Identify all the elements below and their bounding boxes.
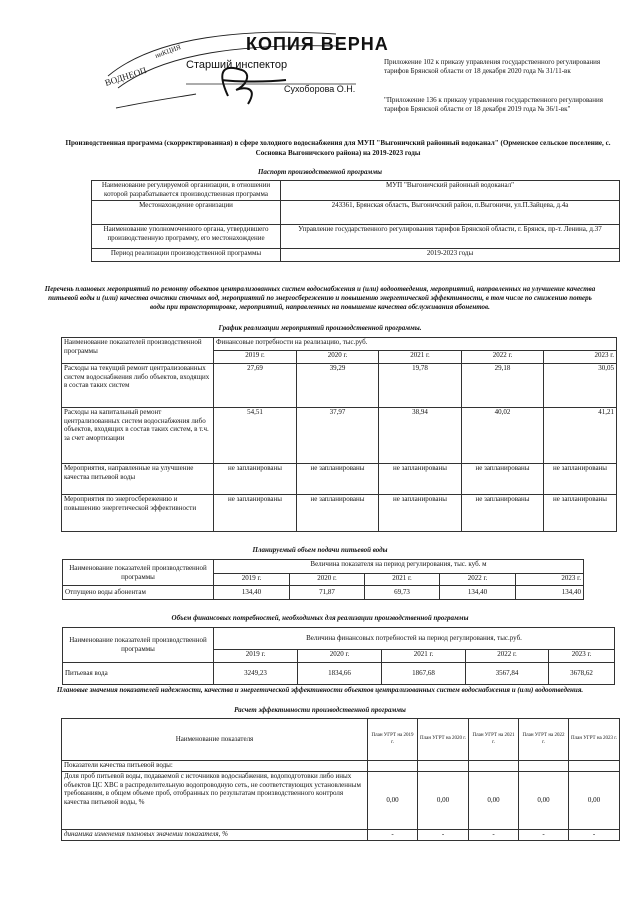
events-value: не запланированы bbox=[214, 495, 297, 532]
year-header: 2020 г. bbox=[297, 351, 379, 364]
finance-group-label: Величина финансовых потребностей на период регулирования, тыс.руб. bbox=[214, 628, 615, 650]
efficiency-row bbox=[62, 772, 620, 830]
efficiency-dynamics-value: - bbox=[368, 830, 418, 841]
supply-group-label: Величина показателя на период регулирования, тыс. куб. м bbox=[214, 560, 584, 574]
plan-col-header: План УГРТ на 2019 г. bbox=[368, 719, 418, 761]
passport-value: 2019-2023 годы bbox=[281, 249, 620, 262]
events-value: 38,94 bbox=[379, 408, 462, 464]
passport-row bbox=[92, 201, 620, 225]
document-title: Производственная программа (скорректированная) в сфере холодного водоснабжения для МУП "Выгоничский районный водоканал" (Орменское сельское поселение, с. Сосновка Выгоничского района) на 2019-2023 годы bbox=[65, 139, 611, 157]
finance-value: 3678,62 bbox=[549, 663, 615, 685]
plan-col-header: План УГРТ на 2021 г. bbox=[469, 719, 519, 761]
events-col-label: Наименование показателей производственной программы bbox=[62, 338, 214, 364]
copy-stamp bbox=[96, 30, 389, 110]
plan-col-header: План УГРТ на 2023 г. bbox=[569, 719, 620, 761]
efficiency-heading: Плановые значения показателей надежности, качества и энергетической эффективности объектов централизованных систем водоснабжения и (или) водоотведения. bbox=[56, 686, 584, 694]
events-row-label: Расходы на текущий ремонт централизованных систем водоснабжения либо объектов, входящих в состав таких систем bbox=[62, 364, 214, 408]
events-value: не запланированы bbox=[379, 495, 462, 532]
plan-col-header: План УГРТ на 2022 г. bbox=[519, 719, 569, 761]
stamp-position: Старший инспектор bbox=[186, 59, 288, 71]
finance-heading: Объем финансовых потребностей, необходимых для реализации производственной программы bbox=[171, 614, 469, 622]
year-header: 2019 г. bbox=[214, 650, 298, 663]
finance-value: 3249,23 bbox=[214, 663, 298, 685]
events-value: 54,51 bbox=[214, 408, 297, 464]
year-header: 2023 г. bbox=[544, 351, 617, 364]
passport-row bbox=[92, 225, 620, 249]
events-table bbox=[61, 337, 617, 532]
events-value: 19,78 bbox=[379, 364, 462, 408]
events-value: не запланированы bbox=[462, 495, 544, 532]
events-heading: Перечень плановых мероприятий по ремонту объектов централизованных систем водоснабжения и (или) водоотведения, мероприятий, направленных на улучшение качества питьевой воды и (или) качества очистки сточных вод, мероприятий по энергосбережению и повышению энергетической эффективности, в том числе по снижению потерь воды при транспортировке, мероприятий, направленных на повышение качества обслуживания абонентов. bbox=[44, 285, 596, 311]
supply-value: 134,40 bbox=[440, 586, 516, 600]
efficiency-dynamics-row bbox=[62, 830, 620, 841]
supply-value: 69,73 bbox=[365, 586, 440, 600]
efficiency-value: 0,00 bbox=[569, 772, 620, 830]
events-row-current-repair bbox=[62, 364, 617, 408]
events-value: 39,29 bbox=[297, 364, 379, 408]
events-value: не запланированы bbox=[297, 495, 379, 532]
year-header: 2021 г. bbox=[379, 351, 462, 364]
efficiency-col-label: Наименование показателя bbox=[62, 719, 368, 761]
passport-label: Наименование регулируемой организации, в отношении которой разрабатывается производственная программа bbox=[92, 181, 281, 201]
stamp-name: Сухоборова О.Н. bbox=[284, 84, 356, 94]
events-value: 30,05 bbox=[544, 364, 617, 408]
events-value: 41,21 bbox=[544, 408, 617, 464]
events-row-water-quality bbox=[62, 464, 617, 495]
events-row-label: Расходы на капитальный ремонт централизованных систем водоснабжения либо объектов, входящих в состав таких систем, в т.ч. за счет амортизации bbox=[62, 408, 214, 464]
passport-label: Наименование уполномоченного органа, утвердившего производственную программу, его местонахождение bbox=[92, 225, 281, 249]
supply-row-label: Отпущено воды абонентам bbox=[63, 586, 214, 600]
events-row-label: Мероприятия по энергосбережению и повышению энергетической эффективности bbox=[62, 495, 214, 532]
efficiency-value: 0,00 bbox=[519, 772, 569, 830]
efficiency-value: 0,00 bbox=[418, 772, 469, 830]
svg-text:ниКЦИЯ: ниКЦИЯ bbox=[153, 43, 183, 60]
events-group-label: Финансовые потребности на реализацию, тыс.руб. bbox=[214, 338, 617, 351]
passport-row bbox=[92, 249, 620, 262]
efficiency-section-row bbox=[62, 761, 620, 772]
events-value: 27,69 bbox=[214, 364, 297, 408]
events-value: не запланированы bbox=[544, 495, 617, 532]
supply-col-label: Наименование показателей производственной программы bbox=[63, 560, 214, 586]
finance-table bbox=[62, 627, 615, 685]
supply-row bbox=[63, 586, 584, 600]
year-header: 2021 г. bbox=[365, 574, 440, 586]
stamp-copy-text: КОПИЯ ВЕРНА bbox=[246, 34, 389, 54]
year-header: 2019 г. bbox=[214, 351, 297, 364]
efficiency-dynamics-value: - bbox=[569, 830, 620, 841]
appendix-note-2020: Приложение 102 к приказу управления государственного регулирования тарифов Брянской области от 18 декабря 2020 года № 31/11-вк bbox=[384, 58, 601, 76]
finance-row-label: Питьевая вода bbox=[63, 663, 214, 685]
year-header: 2022 г. bbox=[462, 351, 544, 364]
events-value: не запланированы bbox=[297, 464, 379, 495]
efficiency-dynamics-value: - bbox=[418, 830, 469, 841]
passport-value: МУП "Выгоничский районный водоканал" bbox=[281, 181, 620, 201]
supply-table bbox=[62, 559, 584, 600]
passport-value: 243361, Брянская область, Выгоничский район, п.Выгоничи, ул.П.Зайцева, д.4а bbox=[281, 201, 620, 225]
year-header: 2023 г. bbox=[549, 650, 615, 663]
efficiency-header-row bbox=[62, 719, 620, 761]
svg-text:ВОДНЕОП: ВОДНЕОП bbox=[103, 65, 148, 88]
efficiency-dynamics-value: - bbox=[469, 830, 519, 841]
efficiency-dynamics-value: - bbox=[519, 830, 569, 841]
events-subheading: График реализации мероприятий производственной программы. bbox=[218, 324, 422, 332]
supply-value: 134,40 bbox=[516, 586, 584, 600]
year-header: 2022 г. bbox=[466, 650, 549, 663]
passport-label: Период реализации производственной программы bbox=[92, 249, 281, 262]
finance-col-label: Наименование показателей производственной программы bbox=[63, 628, 214, 663]
events-value: 29,18 bbox=[462, 364, 544, 408]
events-row-energy-saving bbox=[62, 495, 617, 532]
year-header: 2020 г. bbox=[290, 574, 365, 586]
events-row-label: Мероприятия, направленные на улучшение качества питьевой воды bbox=[62, 464, 214, 495]
events-value: не запланированы bbox=[379, 464, 462, 495]
passport-row bbox=[92, 181, 620, 201]
finance-value: 1834,66 bbox=[298, 663, 382, 685]
plan-col-header: План УГРТ на 2020 г. bbox=[418, 719, 469, 761]
events-value: 40,02 bbox=[462, 408, 544, 464]
efficiency-value: 0,00 bbox=[469, 772, 519, 830]
supply-value: 71,87 bbox=[290, 586, 365, 600]
events-value: не запланированы bbox=[462, 464, 544, 495]
year-header: 2021 г. bbox=[382, 650, 466, 663]
year-header: 2023 г. bbox=[516, 574, 584, 586]
efficiency-dynamics-label: динамика изменения плановых значении показателя, % bbox=[62, 830, 368, 841]
finance-value: 1867,68 bbox=[382, 663, 466, 685]
year-header: 2022 г. bbox=[440, 574, 516, 586]
year-header: 2019 г. bbox=[214, 574, 290, 586]
supply-value: 134,40 bbox=[214, 586, 290, 600]
finance-row bbox=[63, 663, 615, 685]
efficiency-section-label: Показатели качества питьевой воды: bbox=[62, 761, 368, 772]
passport-label: Местонахождение организации bbox=[92, 201, 281, 225]
supply-heading: Планируемый объем подачи питьевой воды bbox=[252, 546, 388, 554]
efficiency-table bbox=[61, 718, 620, 841]
events-value: 37,97 bbox=[297, 408, 379, 464]
appendix-note-2019: "Приложение 136 к приказу управления государственного регулирования тарифов Брянской области от 18 декабря 2019 года № 36/1-вк" bbox=[384, 96, 603, 114]
efficiency-row-label: Доля проб питьевой воды, подаваемой с источников водоснабжения, водоподготовки либо иных объектов ЦС ХВС в распределительную водопроводную сеть, не соответствующих установленным требованиям, в общем объеме проб, отобранных по результатам производственного контроля качества питьевой воды, % bbox=[62, 772, 368, 830]
passport-heading: Паспорт производственной программы bbox=[257, 168, 383, 176]
events-value: не запланированы bbox=[544, 464, 617, 495]
efficiency-subheading: Расчет эффективности производственной программы bbox=[234, 706, 406, 714]
year-header: 2020 г. bbox=[298, 650, 382, 663]
events-row-capital-repair bbox=[62, 408, 617, 464]
passport-value: Управление государственного регулирования тарифов Брянской области, г. Брянск, пр-т. Ленина, д.37 bbox=[281, 225, 620, 249]
passport-table bbox=[91, 180, 620, 262]
finance-value: 3567,84 bbox=[466, 663, 549, 685]
events-value: не запланированы bbox=[214, 464, 297, 495]
efficiency-value: 0,00 bbox=[368, 772, 418, 830]
